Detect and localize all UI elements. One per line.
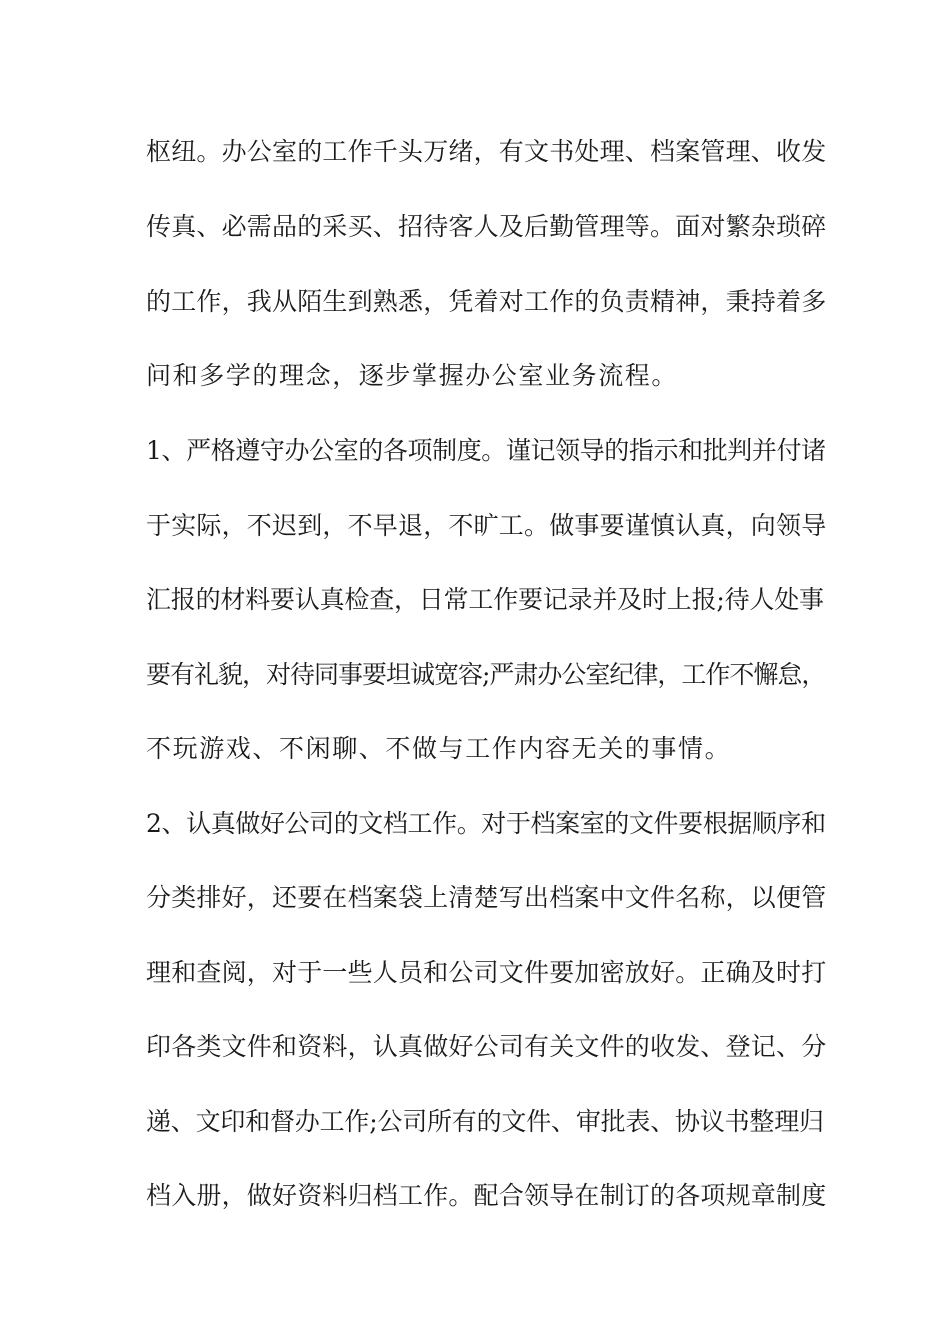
text-line: 不玩游戏、不闲聊、不做与工作内容无关的事情。 — [146, 734, 732, 763]
text-line: 印各类文件和资料，认真做好公司有关文件的收发、登记、分 — [146, 1032, 827, 1061]
text-line: 1、严格遵守办公室的各项制度。谨记领导的指示和批判并付诸 — [146, 436, 826, 465]
text-line: 理和查阅，对于一些人员和公司文件要加密放好。正确及时打 — [146, 958, 827, 987]
text-line: 传真、必需品的采买、招待客人及后勤管理等。面对繁杂琐碎 — [146, 212, 827, 241]
text-line: 2、认真做好公司的文档工作。对于档案室的文件要根据顺序和 — [146, 809, 826, 838]
text-line: 汇报的材料要认真检查，日常工作要记录并及时上报;待人处事 — [146, 585, 824, 614]
text-line: 要有礼貌，对待同事要坦诚宽容;严肃办公室纪律，工作不懈怠， — [146, 660, 826, 689]
text-line: 档入册，做好资料归档工作。配合领导在制订的各项规章制度 — [146, 1181, 827, 1210]
text-line: 问和多学的理念，逐步掌握办公室业务流程。 — [146, 361, 679, 390]
text-line: 递、文印和督办工作;公司所有的文件、审批表、协议书整理归 — [146, 1107, 824, 1136]
text-line: 的工作，我从陌生到熟悉，凭着对工作的负责精神，秉持着多 — [146, 287, 827, 316]
text-line: 于实际，不迟到，不早退，不旷工。做事要谨慎认真，向领导 — [146, 511, 827, 540]
text-line: 枢纽。办公室的工作千头万绪，有文书处理、档案管理、收发 — [146, 137, 827, 166]
text-line: 分类排好，还要在档案袋上清楚写出档案中文件名称，以便管 — [146, 883, 827, 912]
